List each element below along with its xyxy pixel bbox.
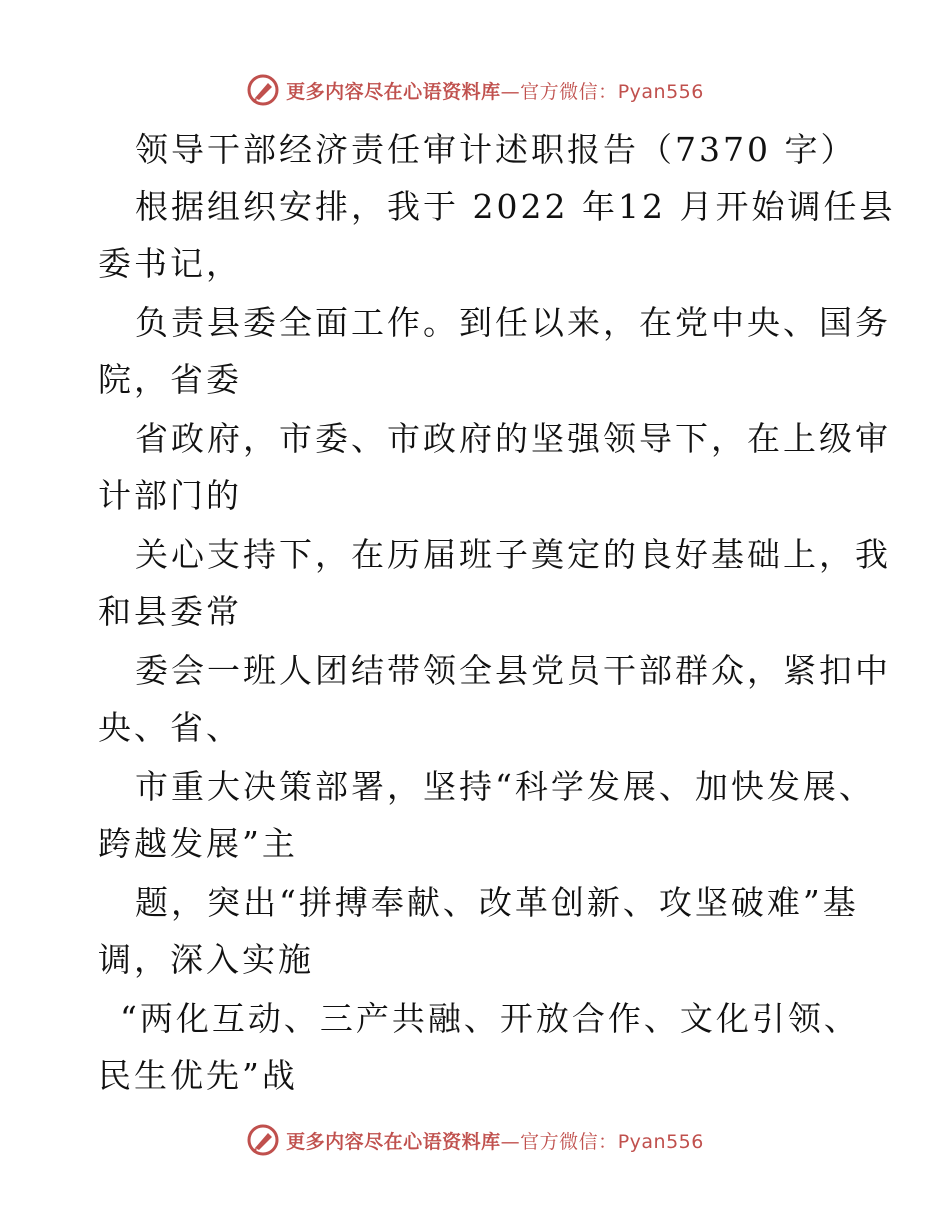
watermark-separator: — — [500, 1130, 521, 1153]
paragraph-line: 省政府，市委、市政府的坚强领导下，在上级审 — [135, 419, 891, 458]
document-title: 领导干部经济责任审计述职报告（7370 字） — [135, 130, 857, 169]
paragraph-line: 根据组织安排，我于 2022 年12 月开始调任县 — [135, 187, 896, 226]
paragraph-line: 市重大决策部署，坚持“科学发展、加快发展、 — [135, 767, 875, 806]
pen-nib-logo-icon — [246, 73, 280, 107]
watermark-text — [286, 77, 704, 104]
paragraph-line: 和县委常 — [98, 592, 242, 631]
paragraph-line: 题，突出“拼搏奉献、改革创新、攻坚破难”基 — [135, 883, 859, 922]
paragraph-line: 央、省、 — [98, 708, 242, 747]
footer-watermark — [0, 1120, 950, 1160]
paragraph-line: 院，省委 — [98, 360, 242, 399]
watermark-account: Pyan556 — [617, 80, 704, 103]
header-watermark — [0, 70, 950, 110]
watermark-account: Pyan556 — [617, 1130, 704, 1153]
paragraph-line: 调，深入实施 — [98, 940, 314, 979]
watermark-brand: 更多内容尽在心语资料库 — [286, 80, 501, 103]
paragraph-line: 关心支持下，在历届班子奠定的良好基础上，我 — [135, 535, 891, 574]
watermark-brand: 更多内容尽在心语资料库 — [286, 1130, 501, 1153]
pen-nib-logo-icon — [246, 1123, 280, 1157]
watermark-official: 官方微信： — [520, 80, 618, 103]
paragraph-line: 计部门的 — [98, 476, 242, 515]
watermark-official: 官方微信： — [520, 1130, 618, 1153]
watermark-text — [286, 1127, 704, 1154]
paragraph-line: 委会一班人团结带领全县党员干部群众，紧扣中 — [135, 651, 891, 690]
paragraph-line: 负责县委全面工作。到任以来，在党中央、国务 — [135, 303, 891, 342]
paragraph-line: 跨越发展”主 — [98, 824, 298, 863]
paragraph-line: 委书记， — [98, 244, 242, 283]
paragraph-line: “两化互动、三产共融、开放合作、文化引领、 — [120, 999, 860, 1038]
paragraph-line: 民生优先”战 — [98, 1056, 298, 1095]
watermark-separator: — — [500, 80, 521, 103]
